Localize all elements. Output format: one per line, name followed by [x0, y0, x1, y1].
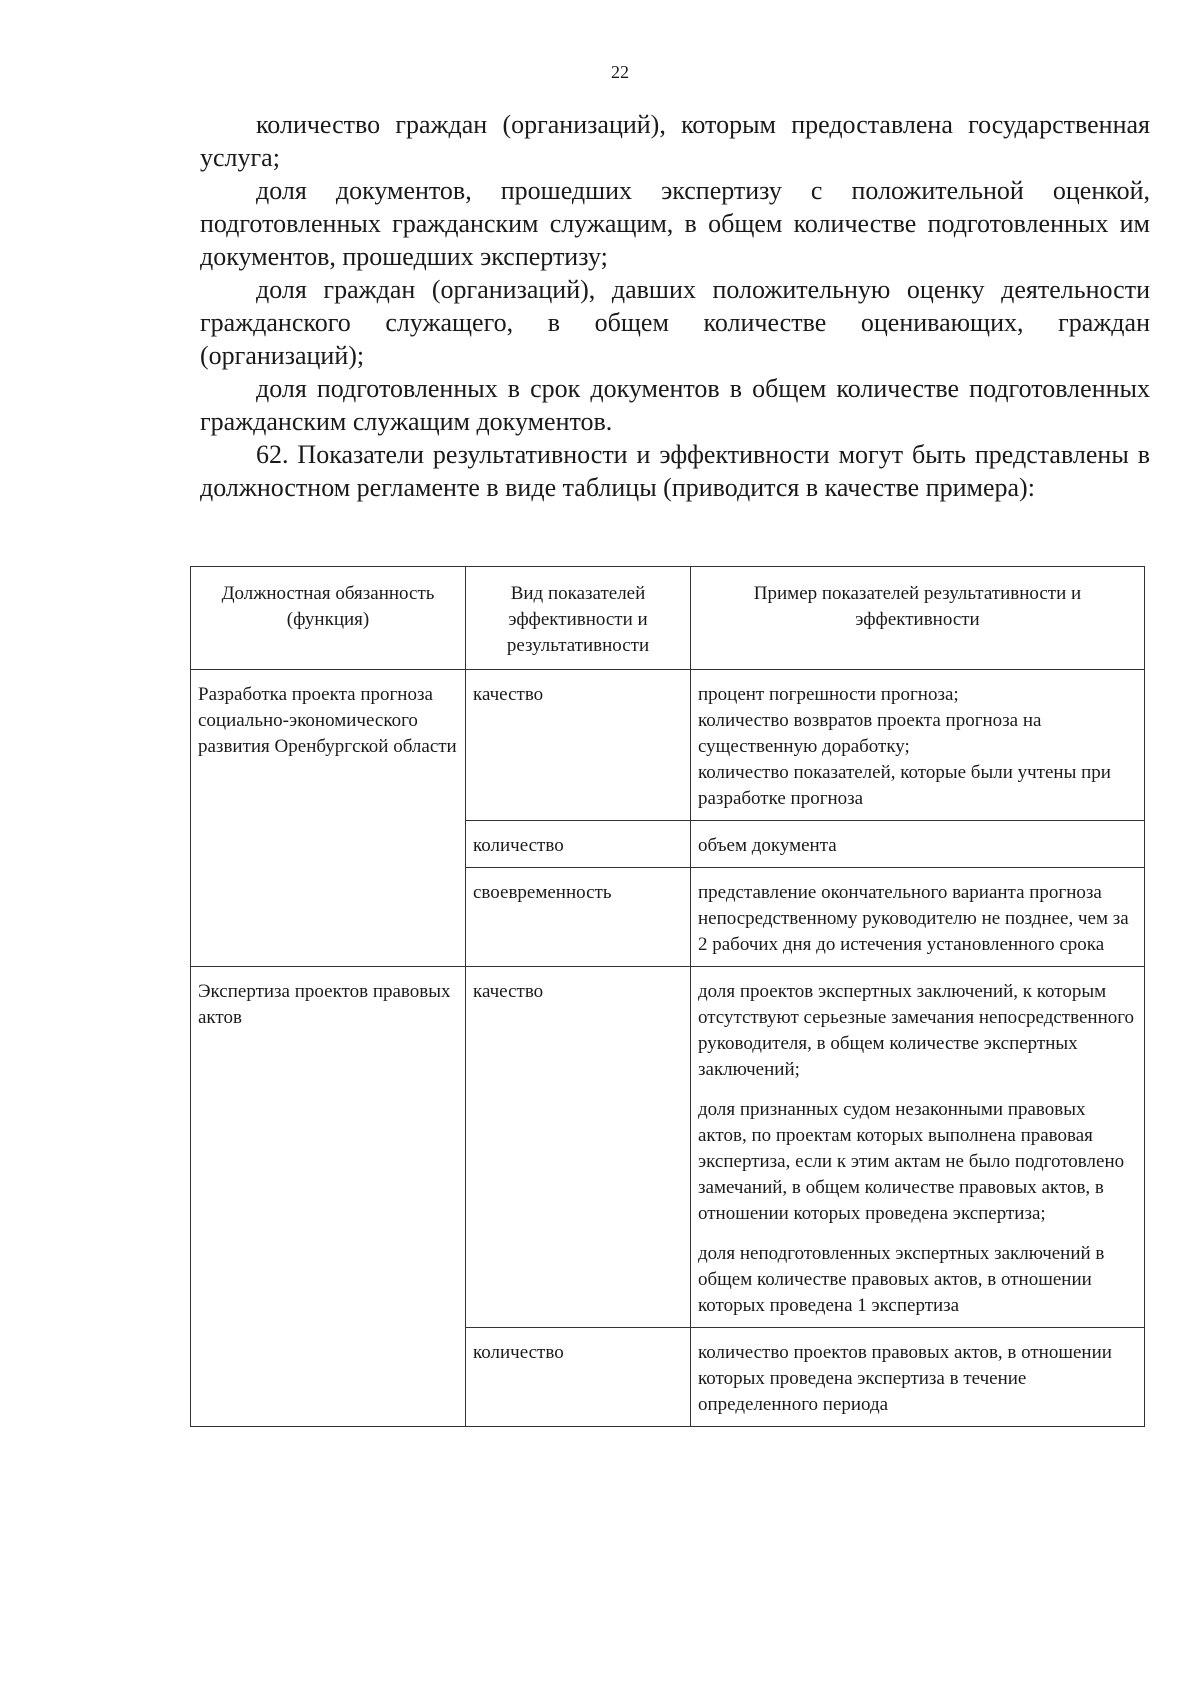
examples-cell	[691, 967, 1145, 1328]
kind-cell: своевременность	[466, 868, 691, 967]
examples-cell	[691, 868, 1145, 967]
example-line: объем документа	[698, 835, 837, 856]
paragraph: количество граждан (организаций), которым предоставлена государственная услуга;	[200, 110, 1150, 172]
kind-cell: количество	[466, 1328, 691, 1427]
function-cell: Экспертиза проектов правовых актов	[191, 967, 466, 1427]
kind-cell: количество	[466, 821, 691, 868]
header-function: Должностная обязанность (функция)	[191, 567, 466, 670]
indicators-table	[190, 566, 1145, 1427]
examples-cell	[691, 821, 1145, 868]
paragraph: 62. Показатели результативности и эффективности могут быть представлены в должностном регламенте в виде таблицы (приводится в качестве примера):	[200, 440, 1150, 502]
paragraph: доля подготовленных в срок документов в общем количестве подготовленных гражданским служащим документов.	[200, 374, 1150, 436]
header-kind: Вид показателей эффективности и результативности	[466, 567, 691, 670]
example-line: количество возвратов проекта прогноза на существенную доработку;	[698, 710, 1042, 757]
example-line: количество проектов правовых актов, в отношении которых проведена экспертиза в течение определенного периода	[698, 1342, 1112, 1415]
examples-cell	[691, 670, 1145, 821]
kind-cell: качество	[466, 670, 691, 821]
table-row	[191, 670, 1145, 821]
examples-cell	[691, 1328, 1145, 1427]
example-line: количество показателей, которые были учтены при разработке прогноза	[698, 762, 1111, 809]
example-line: доля проектов экспертных заключений, к которым отсутствуют серьезные замечания непосредственного руководителя, в общем количестве экспертных заключений;	[698, 981, 1135, 1080]
example-line: доля неподготовленных экспертных заключений в общем количестве правовых актов, в отношении которых проведена 1 экспертиза	[698, 1243, 1105, 1316]
paragraph: доля граждан (организаций), давших положительную оценку деятельности гражданского служащего, в общем количестве оценивающих, граждан (организаций);	[200, 275, 1150, 370]
example-line: представление окончательного варианта прогноза непосредственному руководителю не позднее, чем за 2 рабочих дня до истечения установленного срока	[698, 882, 1129, 955]
table-header-row	[191, 567, 1145, 670]
table-row	[191, 967, 1145, 1328]
example-line: доля признанных судом незаконными правовых актов, по проектам которых выполнена правовая экспертиза, если к этим актам не было подготовлено замечаний, в общем количестве правовых актов, в отношении которых проведена экспертиза;	[698, 1099, 1125, 1224]
page-number: 22	[611, 62, 629, 82]
body-text	[200, 108, 1150, 504]
kind-cell: качество	[466, 967, 691, 1328]
header-examples: Пример показателей результативности и эффективности	[691, 567, 1145, 670]
example-line: процент погрешности прогноза;	[698, 684, 959, 705]
paragraph: доля документов, прошедших экспертизу с положительной оценкой, подготовленных гражданским служащим, в общем количестве подготовленных им документов, прошедших экспертизу;	[200, 176, 1150, 271]
function-cell: Разработка проекта прогноза социально-экономического развития Оренбургской области	[191, 670, 466, 967]
